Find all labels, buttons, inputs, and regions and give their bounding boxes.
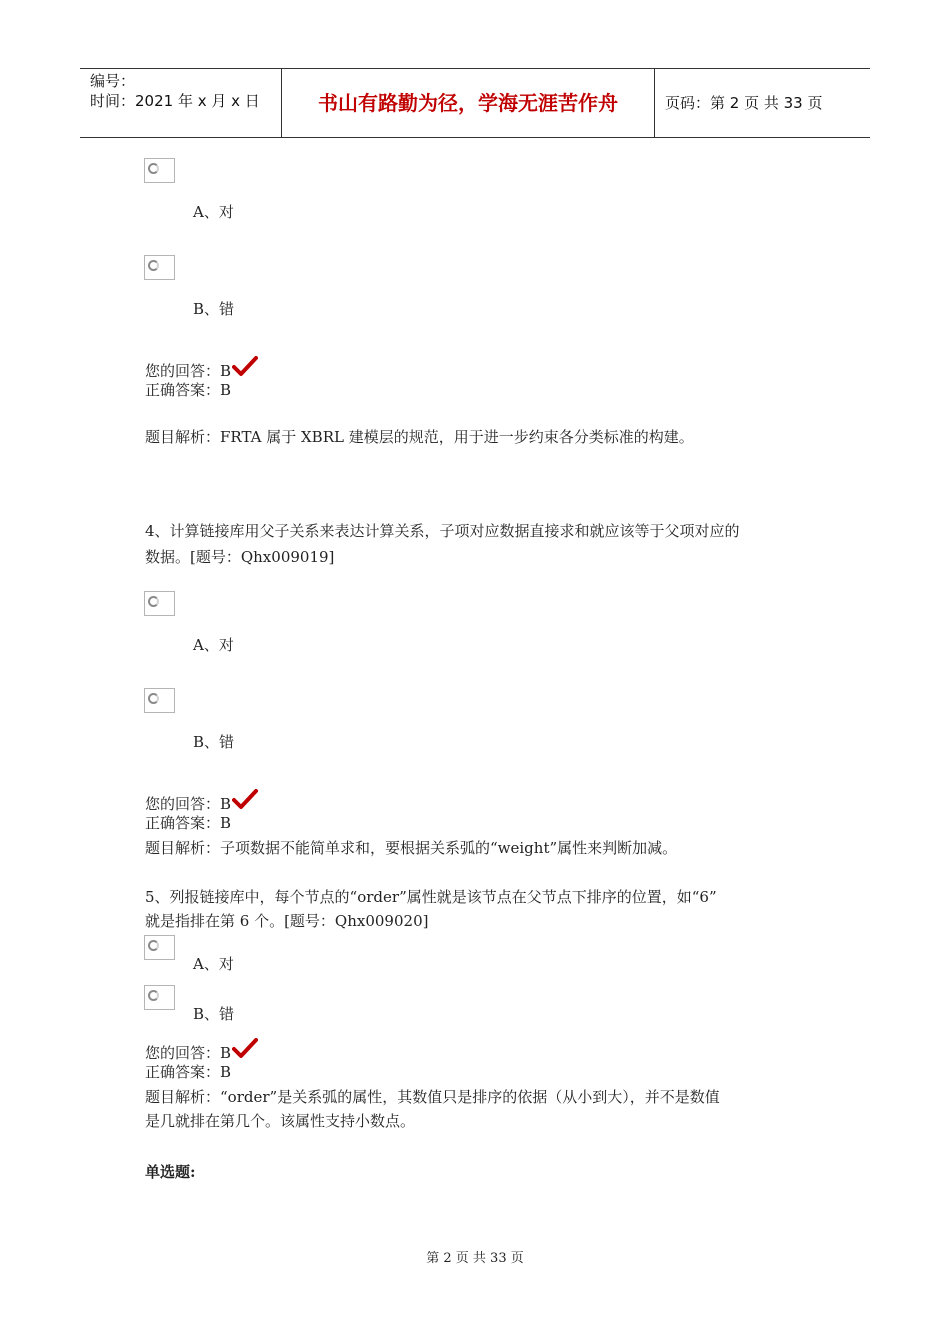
q5-option-b: B、错: [193, 1005, 235, 1023]
q4-question-line1: 4、计算链接库用父子关系来表达计算关系，子项对应数据直接求和就应该等于父项对应的: [145, 522, 740, 540]
q5-question-line1: 5、列报链接库中，每个节点的“order”属性就是该节点在父节点下排序的位置，如“6”: [145, 888, 717, 906]
q4-question-line2: 数据。[题号：Qhx009019]: [145, 548, 335, 566]
q3-option-a: A、对: [193, 203, 234, 221]
q4-analysis: 题目解析：子项数据不能简单求和，要根据关系弧的“weight”属性来判断加减。: [145, 839, 678, 857]
checkmark-icon: [232, 789, 258, 811]
q4-correct-answer: 正确答案：B: [145, 814, 232, 832]
section-title: 单选题:: [145, 1163, 196, 1181]
radio-icon[interactable]: [144, 255, 175, 280]
q5-question-line2: 就是指排在第 6 个。[题号：Qhx009020]: [145, 912, 429, 930]
checkmark-icon: [232, 356, 258, 378]
q4-option-b: B、错: [193, 733, 235, 751]
header-meta: [90, 71, 260, 111]
radio-icon[interactable]: [144, 985, 175, 1010]
answer-text: 您的回答：B: [145, 795, 232, 813]
header-motto: 书山有路勤为径，学海无涯苦作舟: [318, 91, 618, 115]
page-header: [80, 68, 870, 138]
q5-option-a: A、对: [193, 955, 234, 973]
radio-icon[interactable]: [144, 935, 175, 960]
q3-correct-answer: 正确答案：B: [145, 381, 232, 399]
q5-analysis-line2: 是几就排在第几个。该属性支持小数点。: [145, 1112, 416, 1130]
radio-icon[interactable]: [144, 591, 175, 616]
q3-option-b: B、错: [193, 300, 235, 318]
header-time: 时间：2021 年 x 月 x 日: [90, 92, 260, 110]
checkmark-icon: [232, 1038, 258, 1060]
q5-analysis-line1: 题目解析：“order”是关系弧的属性，其数值只是排序的依据（从小到大），并不是数值: [145, 1088, 720, 1106]
page-footer: 第 2 页 共 33 页: [426, 1251, 524, 1266]
q5-correct-answer: 正确答案：B: [145, 1063, 232, 1081]
radio-icon[interactable]: [144, 158, 175, 183]
answer-text: 您的回答：B: [145, 362, 232, 380]
header-page-info: 页码：第 2 页 共 33 页: [665, 94, 823, 112]
answer-text: 您的回答：B: [145, 1044, 232, 1062]
header-number: 编号：: [90, 72, 136, 90]
header-divider: [654, 69, 655, 137]
q3-analysis: 题目解析：FRTA 属于 XBRL 建模层的规范，用于进一步约束各分类标准的构建。: [145, 428, 694, 446]
radio-icon[interactable]: [144, 688, 175, 713]
q4-option-a: A、对: [193, 636, 234, 654]
